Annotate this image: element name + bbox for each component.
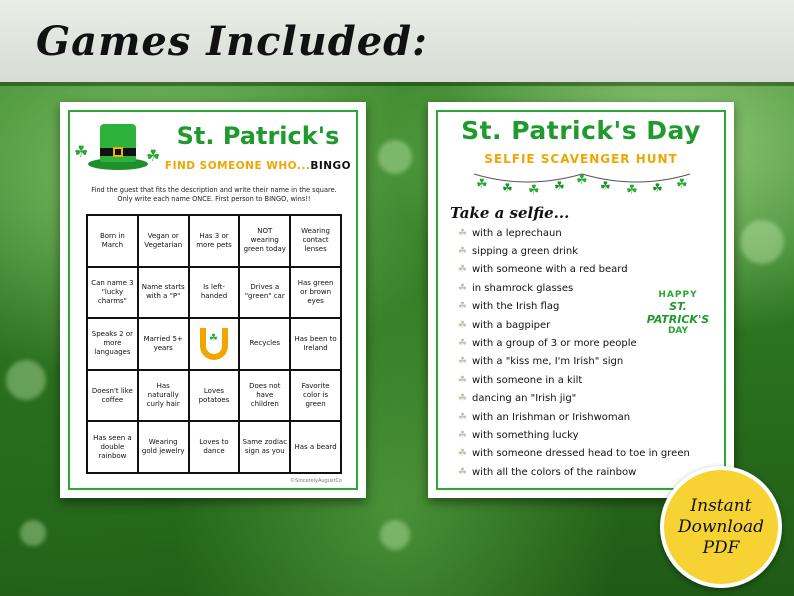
bingo-cell: Is left-handed xyxy=(189,267,240,319)
list-item xyxy=(458,261,718,279)
selfie-item-text: with the Irish flag xyxy=(472,301,560,313)
bingo-subtitle-main: FIND SOMEONE WHO... xyxy=(164,160,311,172)
svg-text:☘: ☘ xyxy=(528,183,540,198)
selfie-item-text: sipping a green drink xyxy=(472,246,579,258)
bokeh-light xyxy=(740,220,784,264)
header-divider xyxy=(0,82,794,86)
header-title: Games Included: xyxy=(36,18,428,65)
shamrock-icon: ☘ xyxy=(458,338,467,350)
svg-text:☘: ☘ xyxy=(502,181,513,195)
bingo-cell: Married 5+ years xyxy=(138,318,189,370)
list-item xyxy=(458,445,718,463)
selfie-item-text: with someone with a red beard xyxy=(472,264,628,276)
list-item xyxy=(458,371,718,389)
shamrock-icon: ☘ xyxy=(458,393,467,405)
shamrock-icon: ☘ xyxy=(458,264,467,276)
selfie-item-text: with a bagpiper xyxy=(472,319,551,331)
list-item xyxy=(458,353,718,371)
list-item xyxy=(458,334,718,352)
selfie-subtitle: SELFIE SCAVENGER HUNT xyxy=(484,152,678,166)
svg-text:☘: ☘ xyxy=(576,173,588,188)
svg-text:☘: ☘ xyxy=(652,181,663,195)
selfie-title: St. Patrick's Day xyxy=(461,116,701,145)
bingo-cell: Drives a "green" car xyxy=(239,267,290,319)
shamrock-icon: ☘ xyxy=(208,332,218,344)
bingo-cell: Born in March xyxy=(87,215,138,267)
bingo-cell: Can name 3 "lucky charms" xyxy=(87,267,138,319)
selfie-card xyxy=(428,102,734,498)
leprechaun-hat-icon xyxy=(88,118,148,174)
bingo-subtitle xyxy=(158,160,358,172)
shamrock-icon: ☘ xyxy=(458,411,467,423)
shamrock-icon: ☘ xyxy=(458,282,467,294)
bokeh-light xyxy=(20,520,46,546)
shamrock-icon: ☘ xyxy=(458,374,467,386)
selfie-list xyxy=(458,224,718,481)
selfie-item-text: with someone dressed head to toe in green xyxy=(472,448,690,460)
badge-line-download: Download xyxy=(677,516,765,537)
shamrock-icon: ☘ xyxy=(458,466,467,478)
bokeh-light xyxy=(6,360,46,400)
bingo-card xyxy=(60,102,366,498)
svg-text:☘: ☘ xyxy=(676,177,688,192)
badge-line-pdf: PDF xyxy=(702,537,740,558)
bingo-cell: Name starts with a "P" xyxy=(138,267,189,319)
bingo-cell: Has green or brown eyes xyxy=(290,267,341,319)
selfie-item-text: with a leprechaun xyxy=(472,227,562,239)
bingo-cell: Loves potatoes xyxy=(189,370,240,422)
bingo-cell: Same zodiac sign as you xyxy=(239,421,290,473)
horseshoe-icon xyxy=(200,328,228,360)
list-item xyxy=(458,408,718,426)
list-item xyxy=(458,224,718,242)
badge-day: DAY xyxy=(667,326,689,336)
bingo-title: St. Patrick's xyxy=(176,122,340,150)
shamrock-garland-icon xyxy=(472,168,692,202)
bingo-copyright: ©SincerelyAugustCo xyxy=(290,478,342,484)
bingo-cell: Loves to dance xyxy=(189,421,240,473)
happy-st-patricks-badge xyxy=(636,290,720,336)
bokeh-light xyxy=(378,140,412,174)
shamrock-icon: ☘ xyxy=(74,142,89,161)
selfie-item-text: with all the colors of the rainbow xyxy=(472,466,637,478)
list-item xyxy=(458,426,718,444)
selfie-item-text: with a group of 3 or more people xyxy=(472,338,637,350)
bokeh-light xyxy=(380,520,410,550)
header-band xyxy=(0,0,794,82)
shamrock-icon: ☘ xyxy=(458,301,467,313)
bingo-cell: NOT wearing green today xyxy=(239,215,290,267)
take-selfie-heading: Take a selfie... xyxy=(450,204,570,222)
bingo-cell: Favorite color is green xyxy=(290,370,341,422)
bingo-cell: Speaks 2 or more languages xyxy=(87,318,138,370)
badge-st-patricks: ST. PATRICK'S xyxy=(646,300,710,326)
bingo-instructions: Find the guest that fits the description and write their name in the square. Only write each name ONCE. First person to BINGO, wins!! xyxy=(91,186,337,203)
selfie-item-text: with someone in a kilt xyxy=(472,374,583,386)
svg-text:☘: ☘ xyxy=(554,179,565,193)
shamrock-icon: ☘ xyxy=(458,319,467,331)
bingo-cell: Does not have children xyxy=(239,370,290,422)
list-item xyxy=(458,463,718,481)
svg-text:☘: ☘ xyxy=(600,179,611,193)
shamrock-icon: ☘ xyxy=(458,429,467,441)
svg-text:☘: ☘ xyxy=(626,183,638,198)
shamrock-icon: ☘ xyxy=(458,227,467,239)
bingo-free-cell xyxy=(189,318,240,370)
bingo-cell: Has been to Ireland xyxy=(290,318,341,370)
bingo-cell: Has 3 or more pets xyxy=(189,215,240,267)
selfie-item-text: in shamrock glasses xyxy=(472,282,574,294)
bingo-subtitle-end: BINGO xyxy=(310,160,352,172)
instant-download-badge xyxy=(660,466,782,588)
badge-line-instant: Instant xyxy=(690,495,752,516)
bingo-cell: Recycles xyxy=(239,318,290,370)
svg-text:☘: ☘ xyxy=(476,177,488,192)
selfie-item-text: with an Irishman or Irishwoman xyxy=(472,411,631,423)
bingo-cell: Doesn't like coffee xyxy=(87,370,138,422)
shamrock-icon: ☘ xyxy=(146,146,161,165)
list-item xyxy=(458,390,718,408)
bingo-cell: Wearing contact lenses xyxy=(290,215,341,267)
badge-happy: HAPPY xyxy=(658,290,698,300)
bingo-cell: Vegan or Vegetarian xyxy=(138,215,189,267)
selfie-item-text: dancing an "Irish jig" xyxy=(472,393,577,405)
shamrock-icon: ☘ xyxy=(458,246,467,258)
selfie-item-text: with something lucky xyxy=(472,429,579,441)
bingo-cell: Has a beard xyxy=(290,421,341,473)
shamrock-icon: ☘ xyxy=(458,356,467,368)
bingo-cell: Has naturally curly hair xyxy=(138,370,189,422)
selfie-item-text: with a "kiss me, I'm Irish" sign xyxy=(472,356,624,368)
list-item xyxy=(458,242,718,260)
bingo-cell: Has seen a double rainbow xyxy=(87,421,138,473)
bingo-grid xyxy=(86,214,342,474)
bingo-cell: Wearing gold jewelry xyxy=(138,421,189,473)
shamrock-icon: ☘ xyxy=(458,448,467,460)
